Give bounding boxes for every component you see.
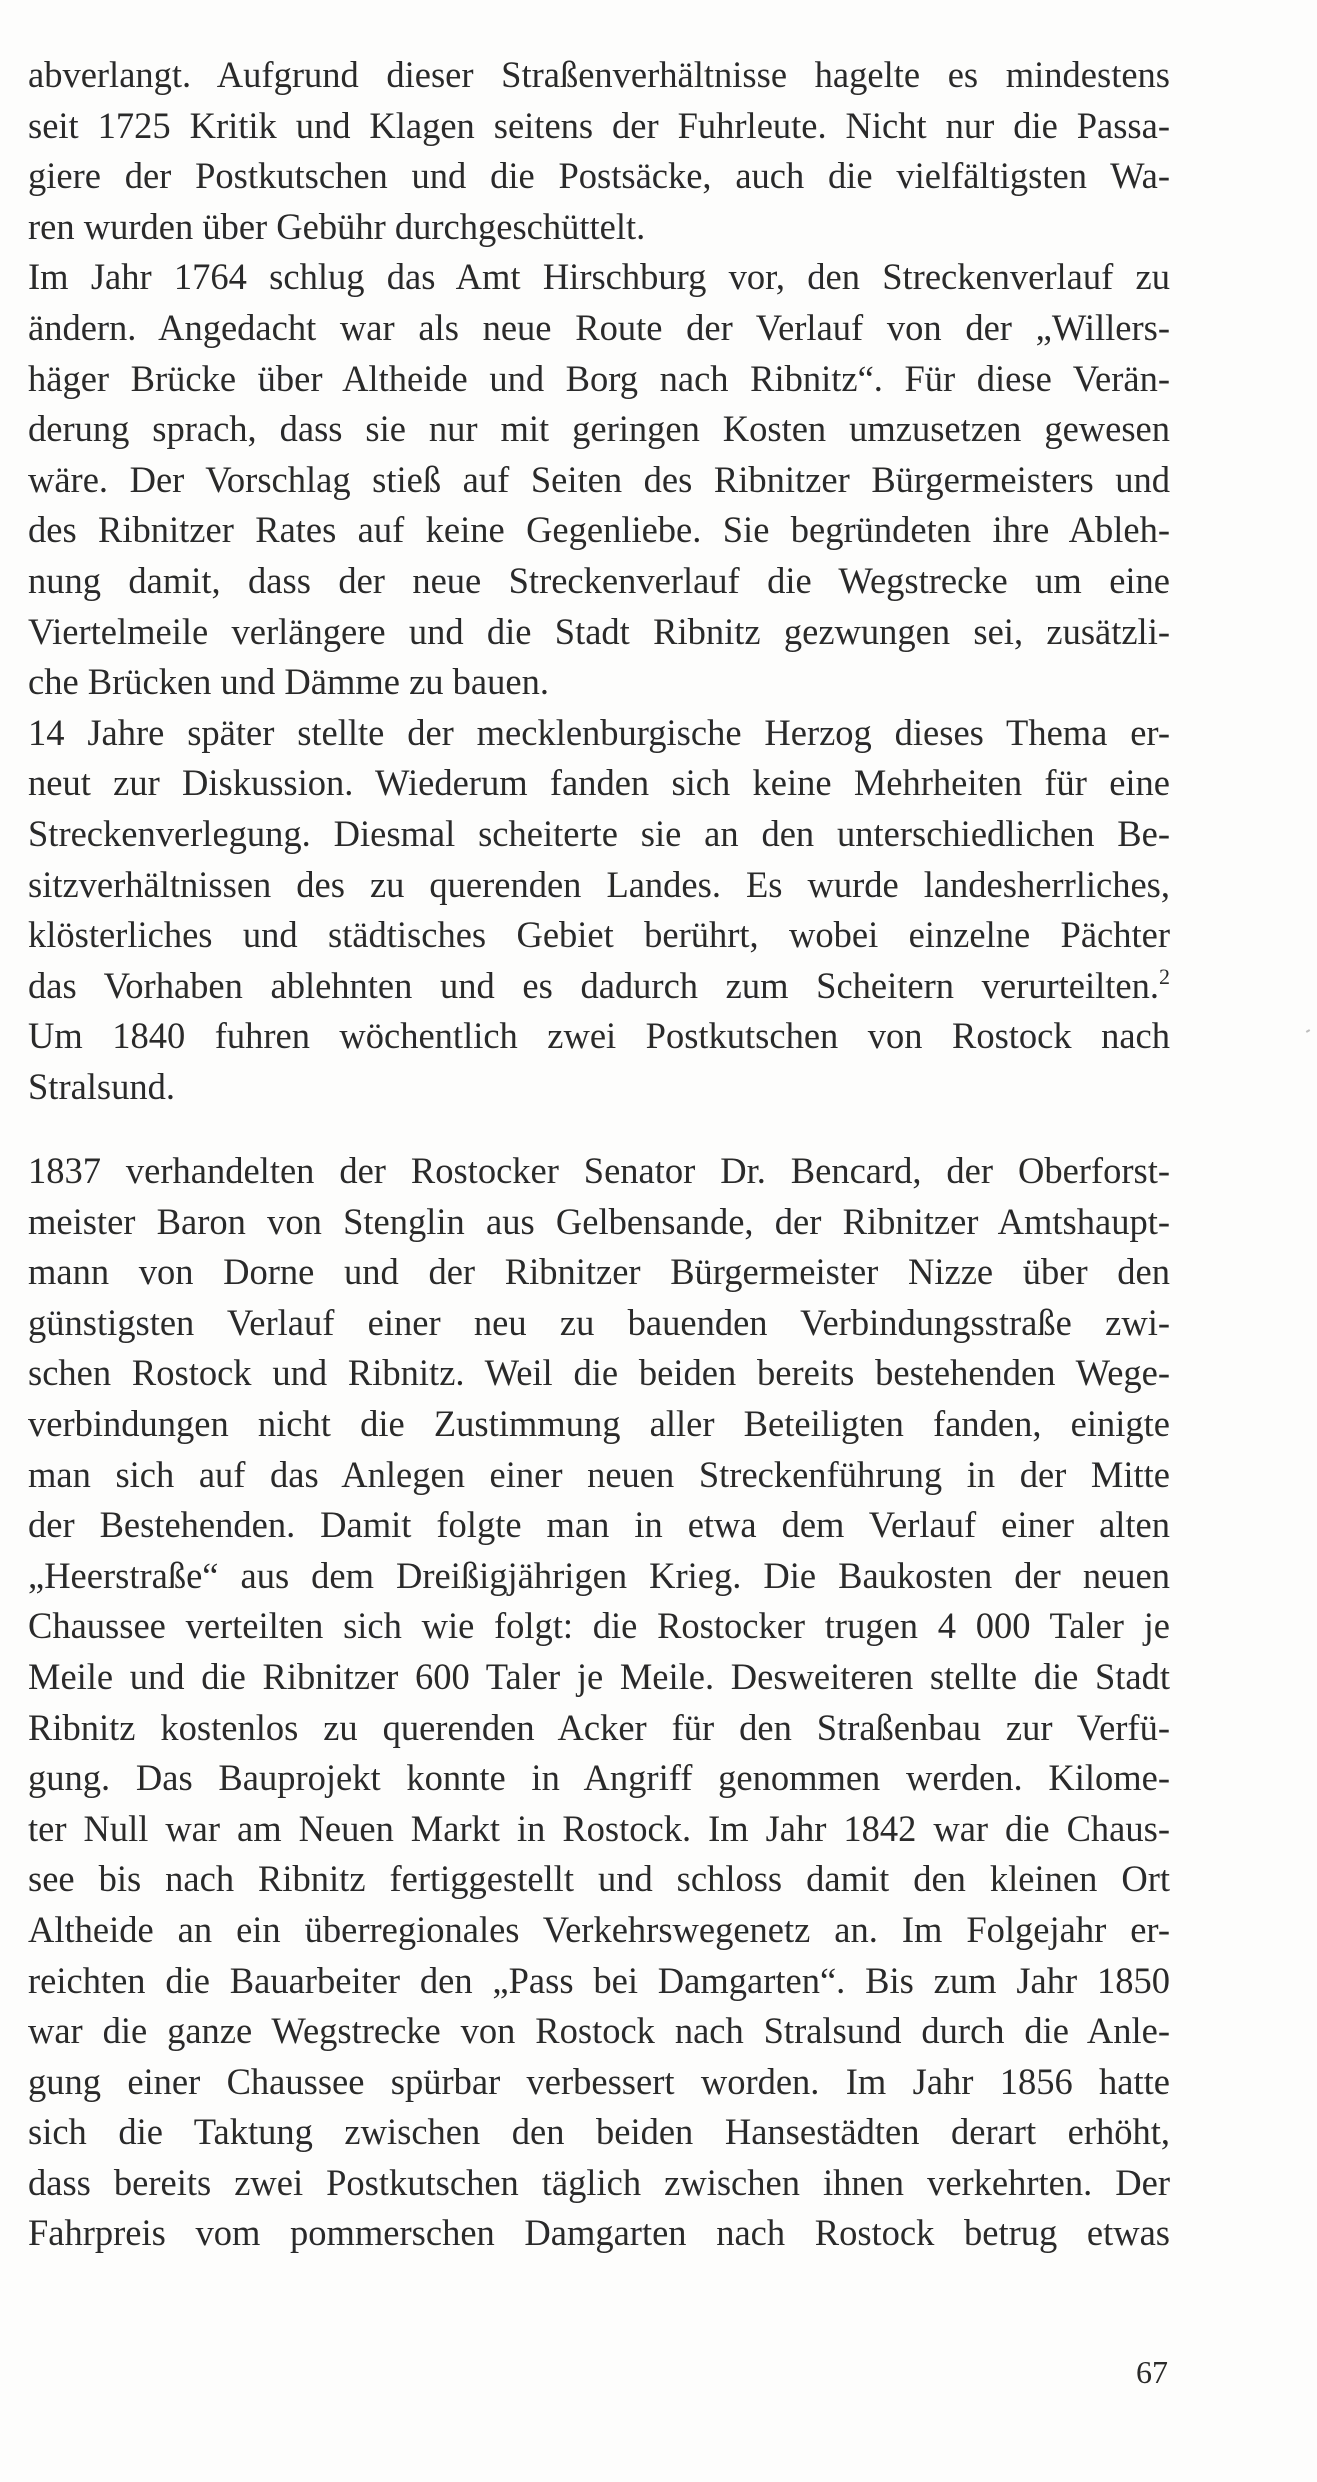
text-line: neut zur Diskussion. Wiederum fanden sich keine Mehrheiten für eine: [28, 762, 1170, 804]
text-line-content: das Vorhaben ablehnten und es dadurch zum Scheitern verurteilten.: [28, 964, 1159, 1006]
text-line: Um 1840 fuhren wöchentlich zwei Postkutschen von Rostock nach: [28, 1015, 1170, 1057]
text-line: 14 Jahre später stellte der mecklenburgische Herzog dieses Thema er-: [28, 711, 1170, 753]
text-column-upper: [28, 50, 1170, 1112]
text-line: sich die Taktung zwischen den beiden Hansestädten derart erhöht,: [28, 2111, 1170, 2153]
text-line: der Bestehenden. Damit folgte man in etwa dem Verlauf einer alten: [28, 1504, 1170, 1546]
text-line: seit 1725 Kritik und Klagen seitens der Fuhrleute. Nicht nur die Passa-: [28, 104, 1170, 146]
text-line-with-footnote: [28, 961, 1170, 1012]
text-line: „Heerstraße“ aus dem Dreißigjährigen Krieg. Die Baukosten der neuen: [28, 1554, 1170, 1596]
text-line: giere der Postkutschen und die Postsäcke, auch die vielfältigsten Wa-: [28, 155, 1170, 197]
text-line: Stralsund.: [28, 1065, 176, 1107]
text-line: abverlangt. Aufgrund dieser Straßenverhältnisse hagelte es mindestens: [28, 54, 1170, 95]
text-line: nung damit, dass der neue Streckenverlauf die Wegstrecke um eine: [28, 559, 1170, 601]
text-line: des Ribnitzer Rates auf keine Gegenliebe. Sie begründeten ihre Ableh-: [28, 509, 1170, 551]
text-line: derung sprach, dass sie nur mit geringen Kosten umzusetzen gewesen: [28, 408, 1170, 450]
page-number: 67: [1136, 2354, 1168, 2390]
text-line: Im Jahr 1764 schlug das Amt Hirschburg vor, den Streckenverlauf zu: [28, 256, 1170, 298]
text-line: Viertelmeile verlängere und die Stadt Ribnitz gezwungen sei, zusätzli-: [28, 610, 1170, 652]
text-line: see bis nach Ribnitz fertiggestellt und schloss damit den kleinen Ort: [28, 1858, 1170, 1900]
text-line: klösterliches und städtisches Gebiet berührt, wobei einzelne Pächter: [28, 914, 1170, 956]
text-column-lower: [28, 1146, 1170, 2259]
text-line: schen Rostock und Ribnitz. Weil die beiden bereits bestehenden Wege-: [28, 1352, 1170, 1394]
text-line: Streckenverlegung. Diesmal scheiterte sie an den unterschiedlichen Be-: [28, 812, 1170, 854]
text-line: man sich auf das Anlegen einer neuen Streckenführung in der Mitte: [28, 1453, 1170, 1495]
text-line: häger Brücke über Altheide und Borg nach Ribnitz“. Für diese Verän-: [28, 357, 1170, 399]
text-line: ter Null war am Neuen Markt in Rostock. Im Jahr 1842 war die Chaus-: [28, 1807, 1170, 1849]
text-line: war die ganze Wegstrecke von Rostock nach Stralsund durch die Anle-: [28, 2010, 1170, 2052]
text-line: gung einer Chaussee spürbar verbessert worden. Im Jahr 1856 hatte: [28, 2060, 1170, 2102]
text-line: mann von Dorne und der Ribnitzer Bürgermeister Nizze über den: [28, 1251, 1170, 1293]
text-line: Altheide an ein überregionales Verkehrswegenetz an. Im Folgejahr er-: [28, 1908, 1170, 1950]
text-line: sitzverhältnissen des zu querenden Landes. Es wurde landesherrliches,: [28, 863, 1170, 905]
text-line: 1837 verhandelten der Rostocker Senator Dr. Bencard, der Oberforst-: [28, 1150, 1170, 1191]
text-line: Ribnitz kostenlos zu querenden Acker für den Straßenbau zur Verfü-: [28, 1706, 1170, 1748]
text-line: wäre. Der Vorschlag stieß auf Seiten des Ribnitzer Bürgermeisters und: [28, 458, 1170, 500]
text-line: ändern. Angedacht war als neue Route der Verlauf von der „Willers-: [28, 306, 1170, 348]
text-line: reichten die Bauarbeiter den „Pass bei Damgarten“. Bis zum Jahr 1850: [28, 1959, 1170, 2001]
text-line: che Brücken und Dämme zu bauen.: [28, 661, 549, 703]
text-line: Meile und die Ribnitzer 600 Taler je Meile. Desweiteren stellte die Stadt: [28, 1655, 1170, 1697]
text-line: Fahrpreis vom pommerschen Damgarten nach Rostock betrug etwas: [28, 2212, 1170, 2254]
text-line: Chaussee verteilten sich wie folgt: die Rostocker trugen 4 000 Taler je: [28, 1605, 1170, 1647]
text-line: günstigsten Verlauf einer neu zu bauenden Verbindungsstraße zwi-: [28, 1301, 1170, 1343]
text-line: ren wurden über Gebühr durchgeschüttelt.: [28, 205, 646, 247]
text-line: dass bereits zwei Postkutschen täglich zwischen ihnen verkehrten. Der: [28, 2161, 1170, 2203]
scan-speck: [1306, 1029, 1310, 1033]
footnote-reference: 2: [1159, 963, 1170, 989]
text-line: meister Baron von Stenglin aus Gelbensande, der Ribnitzer Amtshaupt-: [28, 1200, 1170, 1242]
text-line: gung. Das Bauprojekt konnte in Angriff genommen werden. Kilome-: [28, 1757, 1170, 1799]
text-line: verbindungen nicht die Zustimmung aller Beteiligten fanden, einigte: [28, 1402, 1170, 1444]
